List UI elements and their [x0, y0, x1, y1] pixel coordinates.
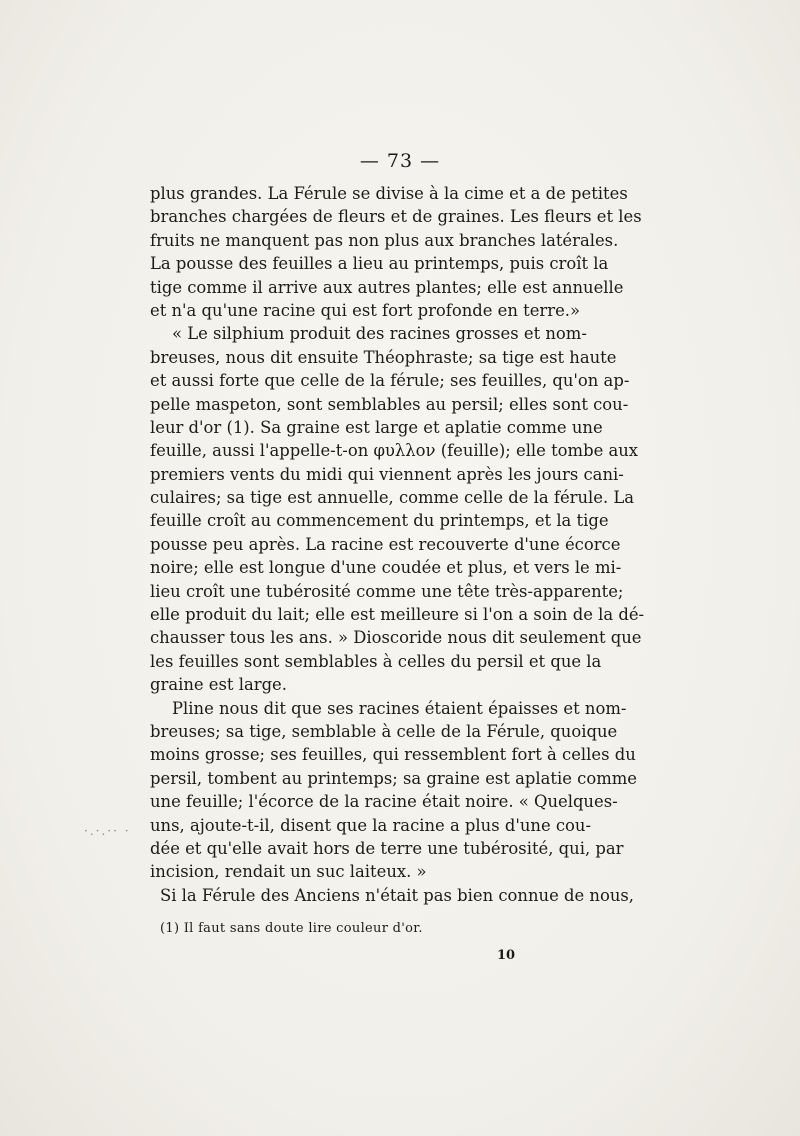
- text-line: feuille croît au commencement du printemps, et la tige: [150, 511, 609, 531]
- text-line: Pline nous dit que ses racines étaient épaisses et nom-: [172, 698, 627, 718]
- text-line: breuses, nous dit ensuite Théophraste; sa tige est haute: [150, 347, 617, 367]
- text-line: premiers vents du midi qui viennent après les jours cani-: [150, 464, 624, 484]
- text-line: lieu croît une tubérosité comme une tête très-apparente;: [150, 581, 624, 601]
- text-line: persil, tombent au printemps; sa graine est aplatie comme: [150, 768, 637, 788]
- text-line: fruits ne manquent pas non plus aux branches latérales.: [150, 230, 619, 250]
- text-line: « Le silphium produit des racines grosses et nom-: [172, 324, 587, 344]
- footnote: (1) Il faut sans doute lire couleur d'or.: [160, 921, 423, 936]
- text-line: les feuilles sont semblables à celles du persil et que la: [150, 651, 602, 671]
- text-line: moins grosse; ses feuilles, qui ressemblent fort à celles du: [150, 745, 636, 765]
- text-line: pousse peu après. La racine est recouverte d'une écorce: [150, 534, 621, 554]
- text-line: uns, ajoute-t-il, disent que la racine a plus d'une cou-: [150, 815, 592, 835]
- text-line: chausser tous les ans. » Dioscoride nous dit seulement que: [150, 628, 642, 648]
- text-line: feuille, aussi l'appelle-t-on φυλλον (feuille); elle tombe aux: [150, 441, 639, 461]
- text-line: une feuille; l'écorce de la racine était noire. « Quelques-: [150, 792, 618, 812]
- text-line: plus grandes. La Férule se divise à la cime et a de petites: [150, 184, 628, 203]
- text-line: pelle maspeton, sont semblables au persil; elles sont cou-: [150, 394, 629, 414]
- text-line: dée et qu'elle avait hors de terre une tubérosité, qui, par: [150, 838, 624, 858]
- body-text: [150, 182, 645, 907]
- text-line: Si la Férule des Anciens n'était pas bien connue de nous,: [160, 885, 635, 905]
- text-line: graine est large.: [150, 675, 287, 695]
- text-line: La pousse des feuilles a lieu au printemps, puis croît la: [150, 254, 609, 274]
- text-line: leur d'or (1). Sa graine est large et aplatie comme une: [150, 417, 603, 437]
- text-line: et n'a qu'une racine qui est fort profonde en terre.»: [150, 300, 581, 320]
- signature-mark: 10: [497, 948, 516, 963]
- text-line: tige comme il arrive aux autres plantes; elle est annuelle: [150, 277, 624, 297]
- text-line: branches chargées de fleurs et de graines. Les fleurs et les: [150, 207, 642, 227]
- margin-specks: ·.·.·· ·: [84, 824, 131, 838]
- text-line: et aussi forte que celle de la férule; ses feuilles, qu'on ap-: [150, 371, 630, 391]
- text-line: culaires; sa tige est annuelle, comme celle de la férule. La: [150, 488, 635, 508]
- text-line: breuses; sa tige, semblable à celle de la Férule, quoique: [150, 721, 618, 741]
- page-number: — 73 —: [359, 150, 441, 172]
- text-line: incision, rendait un suc laiteux. »: [150, 862, 427, 882]
- text-line: elle produit du lait; elle est meilleure si l'on a soin de la dé-: [150, 605, 645, 625]
- text-line: noire; elle est longue d'une coudée et plus, et vers le mi-: [150, 558, 622, 578]
